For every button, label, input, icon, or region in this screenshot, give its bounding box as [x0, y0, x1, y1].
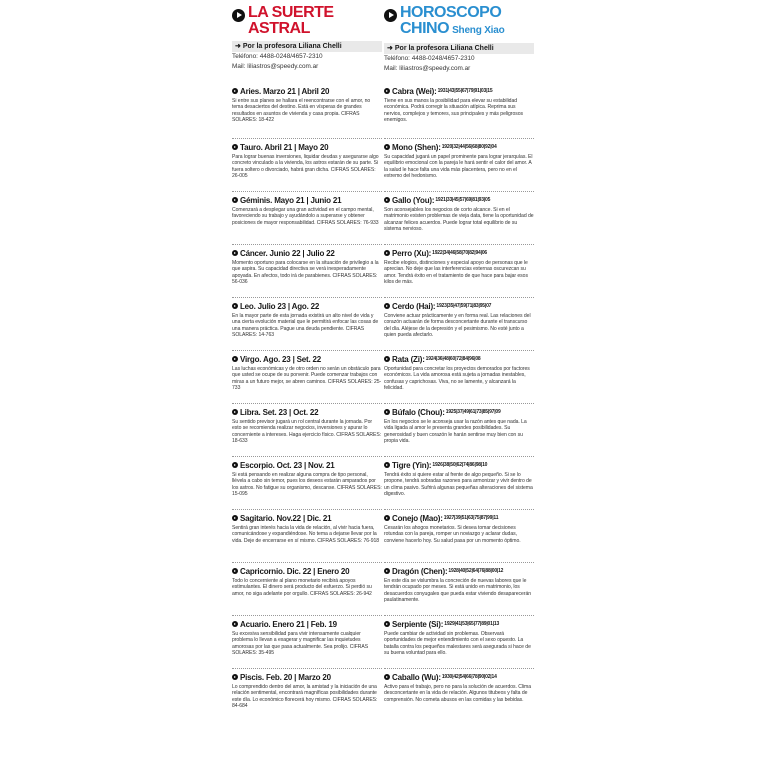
- sign-text: Activo para el trabajo, pero no para la solución de acuerdos. Clima desconcertante en la vida de relación. Algunos titubeos y falta de comprensión. No cometa abusos en las comidas y las bebidas.: [384, 684, 532, 703]
- sign-text: Todo lo concerniente al plano monetario recibirá apoyos estimulantes. El dinero será producto del esfuerzo. Si perdió su amor, no siga adelante por orgullo. CIFRAS SOLARES: 26-942: [232, 578, 372, 597]
- play-circle-icon: [384, 462, 390, 468]
- play-circle-icon: [384, 303, 390, 309]
- astral-sign-entry: [232, 350, 382, 403]
- sign-text: Cesarán los ahogos monetarios. Si desea tomar decisiones rotundas con la pareja, romper un noviazgo y aclarar dudas, conviene hacerlo hoy. Su salud pasa por un momento óptimo.: [384, 525, 521, 544]
- sign-years: 1929|41|53|65|77|89|01|13: [444, 621, 500, 627]
- sign-name: Tauro. Abril 21 | Mayo 20: [240, 142, 329, 152]
- sign-heading: [384, 142, 534, 152]
- chino-sign-entry: [384, 350, 534, 403]
- sign-heading: [232, 301, 382, 311]
- sign-name: Dragón (Chen):: [392, 566, 448, 576]
- chino-sign-entry: [384, 509, 534, 562]
- sign-heading: [384, 301, 534, 311]
- sign-text: Su excesiva sensibilidad para vivir intensamente cualquier problema lo llevan a exagerar y magnificar las inquietudes amorosas por las que pasa actualmente. Sea prolijo. CIFRAS SOLARES: 35-495: [232, 631, 369, 656]
- sign-name: Mono (Shen):: [392, 142, 441, 152]
- sign-name: Cabra (Wei):: [392, 86, 437, 96]
- sign-text: Son aconsejables los negocios de corto alcance. Si en el matrimonio existen problemas de vieja data, tiene la oportunidad de alcanzar felices acuerdos. Puede lograr total equilibrio de su sistema nervioso.: [384, 207, 534, 232]
- sign-name: Aries. Marzo 21 | Abril 20: [240, 86, 330, 96]
- chino-sign-entry: [384, 668, 534, 721]
- play-circle-icon: [384, 515, 390, 521]
- sign-heading: [232, 142, 382, 152]
- sign-name: Piscis. Feb. 20 | Marzo 20: [240, 672, 331, 682]
- play-circle-icon: [384, 250, 390, 256]
- play-circle-icon: [384, 674, 390, 680]
- sign-name: Rata (Zi):: [392, 354, 425, 364]
- chino-sign-entry: [384, 244, 534, 297]
- sign-text: En este día se vislumbra la concreción de nuevas labores que le tendrán ocupado por meses. Si está unido en matrimonio, los desacuerdos conyugales que pueda estar viviendo desaparecerán paulatinamente.: [384, 578, 532, 603]
- chino-sign-entry: [384, 615, 534, 668]
- play-circle-icon: [232, 409, 238, 415]
- astral-sign-entry: [232, 562, 382, 615]
- sign-text: Su capacidad jugará un papel prominente para lograr jerarquías. El equilibrio emocional con la pareja le hará sentir el calor del amor. A la salud le hace falta una vida más placentera, pero no en el extremo del hedonismo.: [384, 154, 533, 179]
- chino-sign-entry: [384, 562, 534, 615]
- sign-name: Perro (Xu):: [392, 248, 432, 258]
- play-circle-icon: [384, 9, 397, 22]
- chino-phone: Teléfono: 4488-0248/4657-2310: [384, 55, 475, 62]
- sign-name: Búfalo (Chou):: [392, 407, 445, 417]
- chino-mail: Mail: liliastros@speedy.com.ar: [384, 64, 471, 72]
- sign-text: Si está pensando en realizar alguna compra de tipo personal, llévela a cabo sin temor, pues los deseos estarán amparados por los astros. No fatigue su organismo, descanse. CIFRAS SOLARES: 15-095: [232, 472, 382, 497]
- sign-years: 1923|35|47|59|71|83|95|07: [436, 303, 492, 309]
- chino-sign-entry: [384, 297, 534, 350]
- play-circle-icon: [384, 197, 390, 203]
- sign-name: Virgo. Ago. 23 | Set. 22: [240, 354, 322, 364]
- sign-heading: [232, 86, 382, 96]
- play-circle-icon: [232, 144, 238, 150]
- sign-name: Caballo (Wu):: [392, 672, 441, 682]
- sign-heading: [384, 513, 534, 523]
- sign-heading: [384, 86, 534, 96]
- astral-sign-entry: [232, 615, 382, 668]
- chino-sign-entry: [384, 191, 534, 244]
- sign-years: 1920|32|44|56|68|80|92|04: [441, 144, 497, 150]
- chino-title-line2: [384, 22, 534, 38]
- astral-byline-text: Por la profesora Liliana Chelli: [242, 43, 342, 50]
- sign-heading: [384, 619, 534, 629]
- astral-sign-entry: [232, 403, 382, 456]
- sign-years: 1930|42|54|66|78|90|02|14: [441, 674, 497, 680]
- sign-heading: [232, 619, 382, 629]
- chino-entries: [384, 86, 534, 721]
- sign-name: Libra. Set. 23 | Oct. 22: [240, 407, 319, 417]
- sign-name: Escorpio. Oct. 23 | Nov. 21: [240, 460, 335, 470]
- sign-heading: [232, 566, 382, 576]
- chino-sign-entry: [384, 403, 534, 456]
- play-circle-icon: [384, 88, 390, 94]
- chino-sign-entry: [384, 138, 534, 191]
- play-circle-icon: [232, 250, 238, 256]
- sign-heading: [232, 672, 382, 682]
- sign-years: 1926|38|50|62|74|86|98|10: [432, 462, 488, 468]
- play-circle-icon: [232, 462, 238, 468]
- chino-column: [384, 0, 534, 770]
- sign-text: Si entre sus planes se hallara el reencontrarse con el amor, no tema desaciertos del destino. Está en vísperas de grandes resultados en asuntos de vivienda y casa propia. CIFRAS SOLARES: 18-422: [232, 98, 371, 123]
- sign-name: Leo. Julio 23 | Ago. 22: [240, 301, 320, 311]
- sign-years: 1921|33|45|57|69|81|93|05: [435, 197, 491, 203]
- sign-heading: [232, 513, 382, 523]
- sign-name: Capricornio. Dic. 22 | Enero 20: [240, 566, 350, 576]
- sign-heading: [384, 248, 534, 258]
- sign-name: Serpiente (Si):: [392, 619, 444, 629]
- sign-text: Puede cambiar de actividad sin problemas. Observará oportunidades de mejor entendimiento con el sexo opuesto. La batalla contra los pequeños malestares será asegurada si hace de su buena voluntad para ello.: [384, 631, 531, 656]
- sign-heading: [384, 566, 534, 576]
- astral-sign-entry: [232, 138, 382, 191]
- astral-sign-entry: [232, 244, 382, 297]
- sign-years: 1925|37|49|61|73|85|97|09: [445, 409, 501, 415]
- sign-text: Conviene actuar prácticamente y en forma real. Las relaciones del corazón actuarán de forma desconcertante durante el transcurso del día. Aléjese de la depresión y el pesimismo. No esté junto a quien pueda afectarlo.: [384, 313, 531, 338]
- sign-heading: [232, 195, 382, 205]
- play-circle-icon: [384, 409, 390, 415]
- chino-subtitle: Sheng Xiao: [452, 25, 505, 36]
- chino-byline: [384, 43, 534, 54]
- astral-byline: [232, 41, 382, 52]
- astral-phone: Teléfono: 4488-0248/4657-2310: [232, 53, 323, 60]
- astral-title-line1: LA SUERTE: [248, 4, 334, 21]
- astral-sign-entry: [232, 668, 382, 721]
- sign-text: En los negocios se le aconseja usar la razón antes que nada. La vida ligada al amor le presenta grandes posibilidades. Su generosidad y buen corazón le harán sentirse muy bien con su propia vida.: [384, 419, 527, 444]
- play-circle-icon: [232, 356, 238, 362]
- sign-heading: [232, 460, 382, 470]
- sign-name: Géminis. Mayo 21 | Junio 21: [240, 195, 342, 205]
- sign-years: 1927|39|51|63|75|87|99|11: [443, 515, 499, 521]
- astral-sign-entry: [232, 509, 382, 562]
- chino-title-text: CHINO: [400, 20, 450, 37]
- sign-years: 1928|40|52|64|76|88|00|12: [448, 568, 504, 574]
- astral-mail: Mail: liliastros@speedy.com.ar: [232, 62, 319, 70]
- astral-sign-entry: [232, 86, 382, 138]
- play-circle-icon: [232, 88, 238, 94]
- sign-text: Oportunidad para concretar los proyectos demorados por factores económicos. La vida amorosa está sujeta a jornadas inestables, confusas y caprichosas. Viva, no se lamente, y alcanzará la felicidad.: [384, 366, 530, 391]
- sign-heading: [384, 460, 534, 470]
- sign-text: Su sentido previsor jugará un rol central durante la jornada. Por esto se recomienda realizar negocios, inversiones y apurar lo concerniente a intereses. Haga ejercicio físico. CIFRAS SOLARES: 18-633: [232, 419, 382, 444]
- sign-name: Cáncer. Junio 22 | Julio 22: [240, 248, 335, 258]
- play-circle-icon: [232, 303, 238, 309]
- play-circle-icon: [232, 197, 238, 203]
- play-circle-icon: [384, 144, 390, 150]
- sign-text: Tendrá éxito si quiere estar al frente de algo pequeño. Si se lo propone, tendrá sobradas razones para armonizar y vivir dentro de un clima pasivo. Sufrirá algunas pequeñas alteraciones del sistema digestivo.: [384, 472, 533, 497]
- chino-byline-text: Por la profesora Liliana Chelli: [394, 45, 494, 52]
- play-circle-icon: [384, 568, 390, 574]
- sign-heading: [232, 407, 382, 417]
- arrow-right-icon: ➜: [387, 45, 393, 52]
- sign-name: Sagitario. Nov.22 | Dic. 21: [240, 513, 332, 523]
- sign-text: Comenzará a desplegar una gran actividad en el campo mental, favoreciendo su trabajo y ayudándolo a superarse y obtener posiciones de mayor responsabilidad. CIFRAS SOLARES: 76-933: [232, 207, 379, 226]
- play-circle-icon: [384, 356, 390, 362]
- astral-title-line2: ASTRAL: [248, 20, 310, 37]
- sign-text: Momento oportuno para colocarse en la situación de privilegio a la que aspira. Su capacidad directiva se verá inesperadamente apoyada. En afectos, todo irá de parabienes. CIFRAS SOLARES: 56-036: [232, 260, 379, 285]
- play-circle-icon: [232, 515, 238, 521]
- play-circle-icon: [232, 568, 238, 574]
- sign-heading: [384, 407, 534, 417]
- sign-text: Tiene en sus manos la posibilidad para elevar su estabilidad económica. Podrá corregir la situación atípica. Reprima sus nervios, complejos y temores, sus principales y más peligrosos enemigos.: [384, 98, 524, 123]
- sign-heading: [232, 354, 382, 364]
- play-circle-icon: [232, 621, 238, 627]
- chino-sign-entry: [384, 86, 534, 138]
- sign-years: 1924|36|48|60|72|84|96|08: [425, 356, 481, 362]
- astral-sign-entry: [232, 297, 382, 350]
- sign-heading: [232, 248, 382, 258]
- sign-years: 1922|34|46|58|70|82|94|06: [432, 250, 487, 256]
- sign-name: Cerdo (Hai):: [392, 301, 436, 311]
- sign-heading: [384, 354, 534, 364]
- sign-heading: [384, 195, 534, 205]
- sign-text: Las luchas económicas y de otro orden no serán un obstáculo para que usted se ocupe de su porvenir. Puede comenzar trabajos con miras a un futuro mejor, se abren caminos. CIFRAS SOLARES: 25-733: [232, 366, 382, 391]
- chino-title-line1: HOROSCOPO: [400, 4, 502, 21]
- sign-text: Lo comprendido dentro del amor, la amistad y la iniciación de una relación sentimental, encontrará magníficas posibilidades durante este día. Lo económico florecerá hoy mismo. CIFRAS SOLARES: 84-684: [232, 684, 378, 709]
- sign-text: Para lograr buenas inversiones, liquidar deudas y asegurarse algo concreto vinculado a la vivienda, los astros estarán de su parte. Si fuera soltero o divorciado, habrá gran dicha. CIFRAS SOLARES: 26-005: [232, 154, 379, 179]
- astral-sign-entry: [232, 191, 382, 244]
- sign-years: 1931|43|55|67|79|91|03|15: [437, 88, 493, 94]
- arrow-right-icon: ➜: [235, 43, 241, 50]
- sign-name: Conejo (Mao):: [392, 513, 443, 523]
- play-circle-icon: [232, 674, 238, 680]
- sign-text: Sentirá gran interés hacia la vida de relación, al vivir hacia fuera, comunicándose y expandiéndose. No tema a dejarse llevar por la vida. Deje de encerrarse en sí mismo. CIFRAS SOLARES: 76-918: [232, 525, 380, 544]
- sign-text: Recibe elogios, distinciones y especial apoyo de personas que le aprecian. No deje que las interferencias externas oscurezcan su amor. Tendrá éxito en el tratamiento de que hace para bajar esos kilos de más.: [384, 260, 528, 285]
- play-circle-icon: [232, 9, 245, 22]
- sign-name: Tigre (Yin):: [392, 460, 432, 470]
- astral-column: [232, 0, 382, 770]
- astral-entries: [232, 86, 382, 721]
- astral-sign-entry: [232, 456, 382, 509]
- chino-sign-entry: [384, 456, 534, 509]
- sign-name: Acuario. Enero 21 | Feb. 19: [240, 619, 337, 629]
- sign-text: En la mayor parte de esta jornada existirá un alto nivel de vida y una cierta evolución material que le permitirá enfocar las cosas de una manera práctica. Pague una deuda pendiente. CIFRAS SOLARES: 14-763: [232, 313, 379, 338]
- sign-name: Gallo (You):: [392, 195, 435, 205]
- play-circle-icon: [384, 621, 390, 627]
- sign-heading: [384, 672, 534, 682]
